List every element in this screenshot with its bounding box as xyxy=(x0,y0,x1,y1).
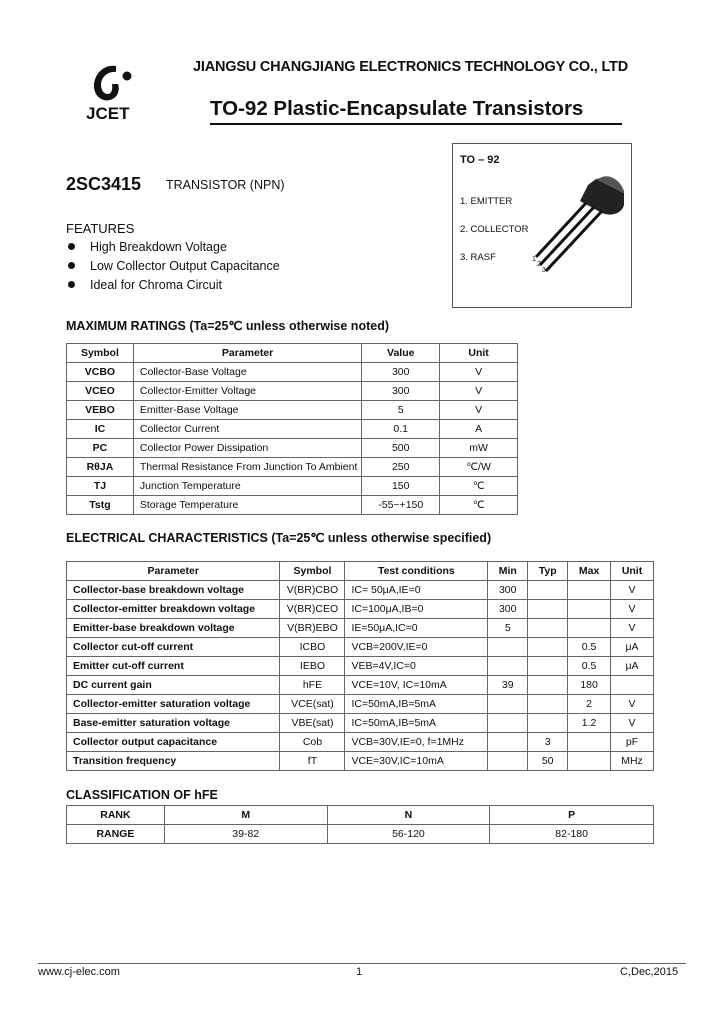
document-title: TO-92 Plastic-Encapsulate Transistors xyxy=(210,97,584,120)
cell: 1.2 xyxy=(568,714,611,733)
cell: A xyxy=(440,420,518,439)
cell: V(BR)EBO xyxy=(280,619,345,638)
table-row xyxy=(67,477,518,496)
bullet-icon xyxy=(68,243,75,250)
cell: VCE=30V,IC=10mA xyxy=(345,752,488,771)
table-row xyxy=(67,733,654,752)
table-row xyxy=(67,439,518,458)
col-header: Symbol xyxy=(280,562,345,581)
cell: Emitter-Base Voltage xyxy=(133,401,361,420)
col-header: Symbol xyxy=(67,344,134,363)
electrical-table xyxy=(66,561,654,771)
features-heading: FEATURES xyxy=(66,221,135,236)
part-number: 2SC3415 xyxy=(66,174,142,194)
max-ratings-table xyxy=(66,343,518,515)
cell: Collector-emitter breakdown voltage xyxy=(67,600,280,619)
cell: 50 xyxy=(528,752,568,771)
cell: Collector output capacitance xyxy=(67,733,280,752)
cell xyxy=(568,619,611,638)
col-header: Parameter xyxy=(133,344,361,363)
table-row xyxy=(67,657,654,676)
cell: 250 xyxy=(362,458,440,477)
cell: 5 xyxy=(488,619,528,638)
table-row xyxy=(67,496,518,515)
table-row xyxy=(67,458,518,477)
cell: 300 xyxy=(362,382,440,401)
cell xyxy=(528,657,568,676)
cell xyxy=(528,581,568,600)
logo-text: JCET xyxy=(86,104,130,122)
cell: IC=50mA,IB=5mA xyxy=(345,714,488,733)
cell: IC=100μA,IB=0 xyxy=(345,600,488,619)
bullet-icon xyxy=(68,281,75,288)
cell: Collector cut-off current xyxy=(67,638,280,657)
title-underline xyxy=(210,123,622,125)
cell xyxy=(528,676,568,695)
cell: 180 xyxy=(568,676,611,695)
cell: Tstg xyxy=(67,496,134,515)
bullet-icon xyxy=(68,262,75,269)
cell: TJ xyxy=(67,477,134,496)
cell: IEBO xyxy=(280,657,345,676)
cell: ℃ xyxy=(440,496,518,515)
cell: VEB=4V,IC=0 xyxy=(345,657,488,676)
table-row xyxy=(67,676,654,695)
cell: fT xyxy=(280,752,345,771)
cell xyxy=(528,714,568,733)
cell: IC= 50μA,IE=0 xyxy=(345,581,488,600)
cell: 3 xyxy=(528,733,568,752)
cell: IC=50mA,IB=5mA xyxy=(345,695,488,714)
table-header-row xyxy=(67,344,518,363)
footer-url[interactable]: www.cj-elec.com xyxy=(38,966,120,978)
pin-number-1: 1 xyxy=(532,256,536,263)
electrical-heading: ELECTRICAL CHARACTERISTICS (Ta=25℃ unless otherwise specified) xyxy=(66,531,492,545)
cell xyxy=(488,638,528,657)
table-row xyxy=(67,581,654,600)
cell xyxy=(488,657,528,676)
cell: Cob xyxy=(280,733,345,752)
cell: Collector-Emitter Voltage xyxy=(133,382,361,401)
cell: 500 xyxy=(362,439,440,458)
classification-table xyxy=(66,805,654,844)
table-header-row xyxy=(67,562,654,581)
max-ratings-heading: MAXIMUM RATINGS (Ta=25℃ unless otherwise noted) xyxy=(66,319,389,333)
table-row xyxy=(67,401,518,420)
cell xyxy=(568,752,611,771)
feature-item: High Breakdown Voltage xyxy=(90,240,227,254)
cell xyxy=(568,600,611,619)
to92-package-drawing xyxy=(528,165,628,275)
cell: 0.5 xyxy=(568,638,611,657)
cell xyxy=(488,714,528,733)
cell: Emitter-base breakdown voltage xyxy=(67,619,280,638)
table-header-row xyxy=(67,806,654,825)
cell: V xyxy=(440,382,518,401)
col-header: RANK xyxy=(67,806,165,825)
part-type: TRANSISTOR (NPN) xyxy=(166,178,285,192)
cell: RANGE xyxy=(67,825,165,844)
col-header: Test conditions xyxy=(345,562,488,581)
table-row xyxy=(67,695,654,714)
cell: pF xyxy=(611,733,654,752)
cell: ICBO xyxy=(280,638,345,657)
cell: VCE(sat) xyxy=(280,695,345,714)
cell: DC current gain xyxy=(67,676,280,695)
cell: RθJA xyxy=(67,458,134,477)
classification-heading: CLASSIFICATION OF hFE xyxy=(66,788,218,802)
cell: VBE(sat) xyxy=(280,714,345,733)
jcet-logo xyxy=(80,52,150,122)
cell: 0.5 xyxy=(568,657,611,676)
col-header: Parameter xyxy=(67,562,280,581)
pin-1-label: 1. EMITTER xyxy=(460,196,513,207)
cell: VCBO xyxy=(67,363,134,382)
cell xyxy=(488,733,528,752)
cell: ℃/W xyxy=(440,458,518,477)
cell: 39 xyxy=(488,676,528,695)
cell: 2 xyxy=(568,695,611,714)
col-header: Unit xyxy=(440,344,518,363)
cell xyxy=(568,733,611,752)
col-header: Unit xyxy=(611,562,654,581)
cell: Collector Power Dissipation xyxy=(133,439,361,458)
cell: V xyxy=(440,363,518,382)
cell: Transition frequency xyxy=(67,752,280,771)
footer-date: C,Dec,2015 xyxy=(620,966,679,978)
cell: hFE xyxy=(280,676,345,695)
cell: V xyxy=(611,714,654,733)
table-row xyxy=(67,825,654,844)
cell: Collector-base breakdown voltage xyxy=(67,581,280,600)
table-row xyxy=(67,638,654,657)
cell: VCB=30V,IE=0, f=1MHz xyxy=(345,733,488,752)
cell: V(BR)CEO xyxy=(280,600,345,619)
cell xyxy=(528,600,568,619)
cell xyxy=(528,619,568,638)
cell: ℃ xyxy=(440,477,518,496)
cell: Storage Temperature xyxy=(133,496,361,515)
table-row xyxy=(67,363,518,382)
cell: PC xyxy=(67,439,134,458)
cell: IC xyxy=(67,420,134,439)
cell: μA xyxy=(611,638,654,657)
cell: 150 xyxy=(362,477,440,496)
cell: VEBO xyxy=(67,401,134,420)
cell: μA xyxy=(611,657,654,676)
cell: 0.1 xyxy=(362,420,440,439)
cell: V(BR)CBO xyxy=(280,581,345,600)
col-header: M xyxy=(164,806,327,825)
cell: 300 xyxy=(362,363,440,382)
company-name: JIANGSU CHANGJIANG ELECTRONICS TECHNOLOGY CO., LTD xyxy=(193,59,628,75)
cell: V xyxy=(440,401,518,420)
cell: Junction Temperature xyxy=(133,477,361,496)
cell: VCEO xyxy=(67,382,134,401)
cell: Thermal Resistance From Junction To Ambient xyxy=(133,458,361,477)
cell: 39-82 xyxy=(164,825,327,844)
table-row xyxy=(67,752,654,771)
cell: VCB=200V,IE=0 xyxy=(345,638,488,657)
cell: VCE=10V, IC=10mA xyxy=(345,676,488,695)
cell: Collector-emitter saturation voltage xyxy=(67,695,280,714)
cell: V xyxy=(611,695,654,714)
pin-2-label: 2. COLLECTOR xyxy=(460,224,529,235)
cell: -55~+150 xyxy=(362,496,440,515)
pin-3-label: 3. RASF xyxy=(460,252,496,263)
feature-item: Low Collector Output Capacitance xyxy=(90,259,280,273)
col-header: Max xyxy=(568,562,611,581)
cell: Emitter cut-off current xyxy=(67,657,280,676)
cell xyxy=(528,695,568,714)
cell: V xyxy=(611,581,654,600)
cell xyxy=(488,752,528,771)
col-header: Min xyxy=(488,562,528,581)
table-row xyxy=(67,600,654,619)
table-row xyxy=(67,382,518,401)
col-header: Typ xyxy=(528,562,568,581)
cell: MHz xyxy=(611,752,654,771)
cell xyxy=(568,581,611,600)
feature-item: Ideal for Chroma Circuit xyxy=(90,278,222,292)
cell xyxy=(488,695,528,714)
cell: 5 xyxy=(362,401,440,420)
cell: Collector-Base Voltage xyxy=(133,363,361,382)
cell xyxy=(528,638,568,657)
cell: IE=50μA,IC=0 xyxy=(345,619,488,638)
cell: 300 xyxy=(488,600,528,619)
col-header: P xyxy=(490,806,654,825)
cell: Collector Current xyxy=(133,420,361,439)
pin-number-3: 3 xyxy=(542,267,546,274)
cell: 56-120 xyxy=(327,825,490,844)
footer-divider xyxy=(38,963,686,964)
cell: Base-emitter saturation voltage xyxy=(67,714,280,733)
cell: 82-180 xyxy=(490,825,654,844)
page-number: 1 xyxy=(356,966,363,978)
table-row xyxy=(67,619,654,638)
col-header: Value xyxy=(362,344,440,363)
cell: V xyxy=(611,619,654,638)
col-header: N xyxy=(327,806,490,825)
cell: mW xyxy=(440,439,518,458)
table-row xyxy=(67,420,518,439)
pin-number-2: 2 xyxy=(537,261,541,268)
cell: 300 xyxy=(488,581,528,600)
cell: V xyxy=(611,600,654,619)
cell xyxy=(611,676,654,695)
package-name: TO – 92 xyxy=(460,154,500,166)
table-row xyxy=(67,714,654,733)
